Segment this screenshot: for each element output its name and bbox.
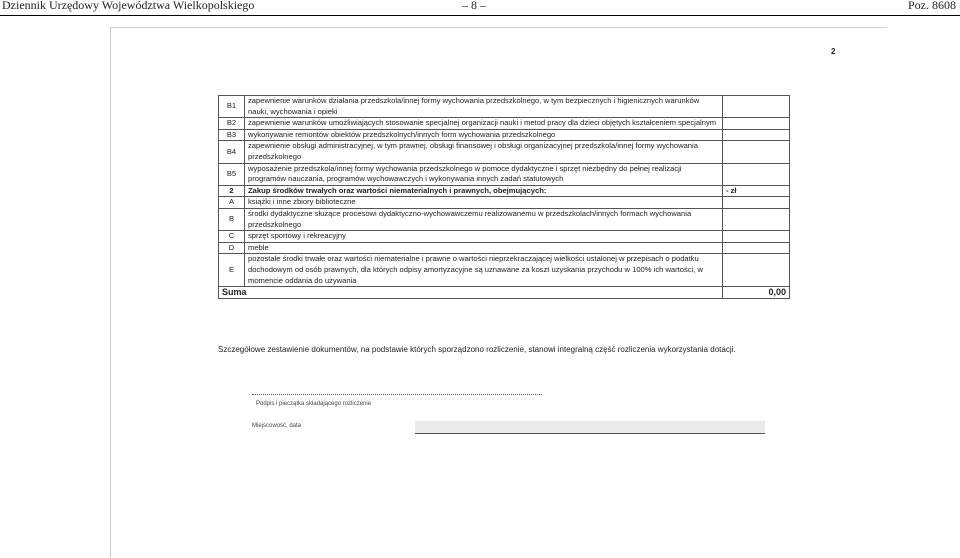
row-amount — [723, 208, 790, 230]
row-text: zapewnienie warunków działania przedszkola/innej formy wychowania przedszkolnego, w tym bezpiecznych i higienicznych warunków nauki, wychowania i opieki — [245, 96, 723, 118]
row-amount — [723, 197, 790, 209]
row-text: wyposażenie przedszkola/innej formy wychowania przedszkolnego w pomoce dydaktyczne i sprzęt niezbędny do pełnej realizacji programów nauczania, programów wychowawczych i wykonywania innych zadań statutowych — [245, 163, 723, 185]
table-row — [219, 141, 790, 163]
row-amount — [723, 118, 790, 130]
table-row — [219, 242, 790, 254]
journal-title: Dziennik Urzędowy Województwa Wielkopolskiego — [2, 0, 255, 12]
row-code: B4 — [219, 141, 245, 163]
table-row — [219, 118, 790, 130]
row-text: zapewnienie obsługi administracyjnej, w tym prawnej, obsługi finansowej i obsługi organizacyjnej przedszkola/innej formy wychowania przedszkolnego — [245, 141, 723, 163]
row-amount — [723, 231, 790, 243]
row-code: 2 — [219, 185, 245, 197]
table-row — [219, 129, 790, 141]
row-amount — [723, 242, 790, 254]
row-code: C — [219, 231, 245, 243]
table-row — [219, 197, 790, 209]
place-date-label: Miejscowość, data — [252, 423, 302, 429]
row-text: Zakup środków trwałych oraz wartości niematerialnych i prawnych, obejmujących: — [245, 185, 723, 197]
sum-row — [219, 287, 790, 299]
row-code: B2 — [219, 118, 245, 130]
row-code: B — [219, 208, 245, 230]
row-code: E — [219, 254, 245, 287]
row-text: środki dydaktyczne służące procesowi dydaktyczno-wychowawczemu realizowanemu w przedszkolach/innych formach wychowania przedszkolnego — [245, 208, 723, 230]
table-row — [219, 208, 790, 230]
row-amount — [723, 141, 790, 163]
position-number: Poz. 8608 — [908, 0, 956, 12]
row-text: wykonywanie remontów obiektów przedszkolnych/innych form wychowania przedszkolnego — [245, 129, 723, 141]
row-code: A — [219, 197, 245, 209]
table-row — [219, 96, 790, 118]
table-row — [219, 254, 790, 287]
table-row — [219, 231, 790, 243]
row-amount — [723, 254, 790, 287]
row-amount — [723, 163, 790, 185]
row-code: B5 — [219, 163, 245, 185]
signature-line — [252, 390, 542, 395]
row-text: zapewnienie warunków umożliwiających stosowanie specjalnej organizacji nauki i metod pracy dla dzieci objętych kształceniem specjalnym — [245, 118, 723, 130]
row-code: B1 — [219, 96, 245, 118]
sum-value: 0,00 — [723, 287, 790, 299]
page-number-header: – 8 – — [462, 0, 486, 12]
row-text: książki i inne zbiory biblioteczne — [245, 197, 723, 209]
document-page-number: 2 — [831, 47, 836, 56]
row-amount — [723, 96, 790, 118]
row-amount: - zł — [723, 185, 790, 197]
row-text: sprzęt sportowy i rekreacyjny — [245, 231, 723, 243]
place-date-field[interactable] — [415, 421, 765, 434]
page-header — [0, 0, 960, 16]
row-code: D — [219, 242, 245, 254]
sum-label: Suma — [219, 287, 723, 299]
row-code: B3 — [219, 129, 245, 141]
header-rule — [0, 15, 960, 16]
section-row — [219, 185, 790, 197]
table-row — [219, 163, 790, 185]
settlement-table — [218, 95, 790, 299]
row-amount — [723, 129, 790, 141]
row-text: pozostałe środki trwałe oraz wartości niematerialne i prawne o wartości nieprzekraczającej wielkości ustalonej w przepisach o podatku dochodowym od osób prawnych, dla których odpisy amortyzacyjne są uznawane za koszt uzyskania przychodu w 100% ich wartości, w momencie oddania do używania — [245, 254, 723, 287]
note-text: Szczegółowe zestawienie dokumentów, na podstawie których sporządzono rozliczenie, stanowi integralną część rozliczenia wykorzystania dotacji. — [218, 345, 736, 354]
row-text: meble — [245, 242, 723, 254]
signature-label: Podpis i pieczątka składającego rozliczenie — [256, 401, 372, 407]
